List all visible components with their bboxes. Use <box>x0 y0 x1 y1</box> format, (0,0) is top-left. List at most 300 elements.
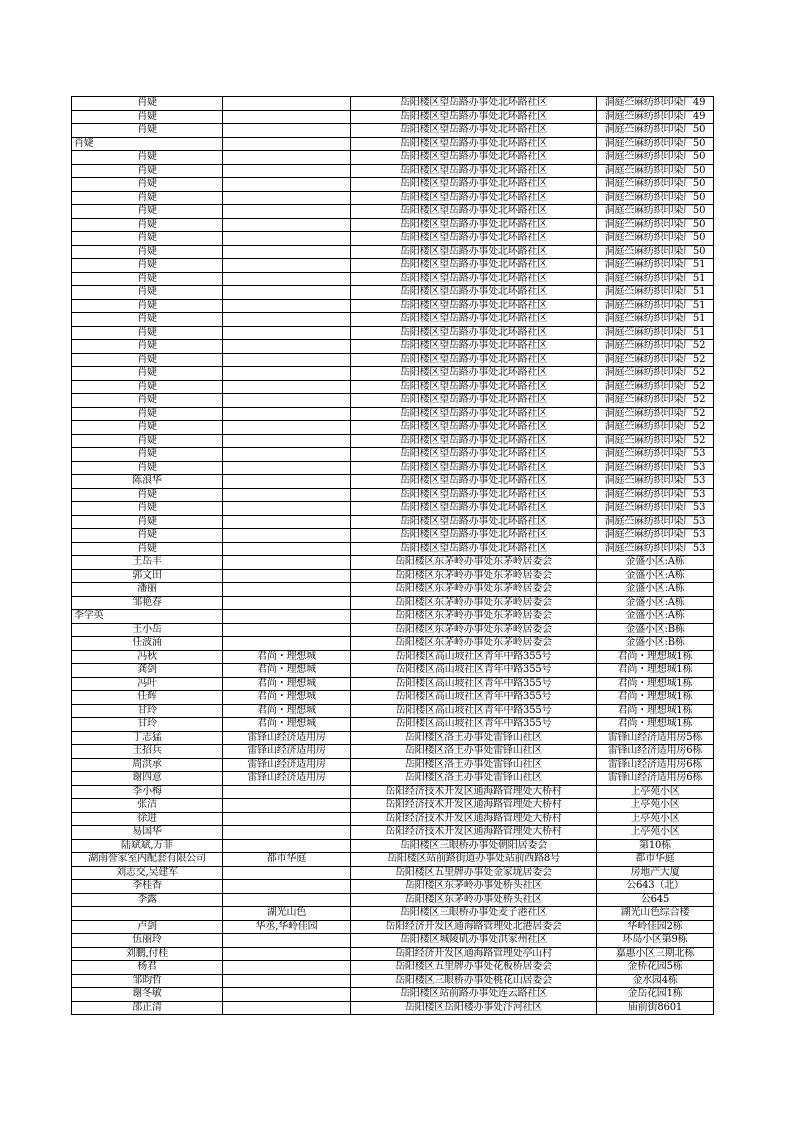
cell-building: 上亭苑小区 <box>597 785 714 799</box>
table-row <box>72 731 714 745</box>
cell-building: 金盛小区:A栋 <box>597 569 714 583</box>
table-row <box>72 610 714 624</box>
cell-person: 肖婕 <box>72 299 223 313</box>
cell-person: 任辉 <box>72 691 223 705</box>
cell-project: 都市华庭 <box>223 853 351 867</box>
table-row <box>72 1001 714 1015</box>
cell-community: 岳阳经济技术开发区通海路管理处大桥村 <box>351 812 597 826</box>
cell-community: 岳阳楼区望岳路办事处北环路社区 <box>351 286 597 300</box>
cell-community: 岳阳楼区三眼桥办事处桃花山居委会 <box>351 974 597 988</box>
table-row <box>72 826 714 840</box>
cell-person: 谢冬敏 <box>72 988 223 1002</box>
table-row <box>72 799 714 813</box>
cell-person: 任波涌 <box>72 637 223 651</box>
cell-person: 肖婕 <box>72 461 223 475</box>
cell-project: 君尚・理想城 <box>223 664 351 678</box>
table-row <box>72 421 714 435</box>
table-row <box>72 299 714 313</box>
cell-project <box>223 637 351 651</box>
cell-building: 洞庭苎麻纺织印染厂52 <box>597 340 714 354</box>
cell-person: 邹艳春 <box>72 596 223 610</box>
cell-community: 岳阳楼区望岳路办事处北环路社区 <box>351 394 597 408</box>
cell-building: 环岛小区第9栋 <box>597 934 714 948</box>
table-row <box>72 272 714 286</box>
table-row <box>72 556 714 570</box>
cell-project <box>223 151 351 165</box>
table-row <box>72 218 714 232</box>
table-row <box>72 758 714 772</box>
cell-building: 洞庭苎麻纺织印染厂53 <box>597 515 714 529</box>
table-row <box>72 637 714 651</box>
table-row <box>72 569 714 583</box>
cell-community: 岳阳楼区高山坡社区青年中路355号 <box>351 664 597 678</box>
cell-person: 肖婕 <box>72 97 223 111</box>
cell-person: 肖婕 <box>72 137 223 151</box>
cell-project <box>223 623 351 637</box>
table-row <box>72 893 714 907</box>
cell-community: 岳阳楼区望岳路办事处北环路社区 <box>351 205 597 219</box>
cell-building: 君尚・理想城1栋 <box>597 664 714 678</box>
cell-person: 伍丽玲 <box>72 934 223 948</box>
cell-project <box>223 785 351 799</box>
table-row <box>72 232 714 246</box>
cell-community: 岳阳楼区望岳路办事处北环路社区 <box>351 151 597 165</box>
cell-community: 岳阳楼区望岳路办事处北环路社区 <box>351 110 597 124</box>
cell-person: 肖婕 <box>72 272 223 286</box>
cell-person: 肖婕 <box>72 259 223 273</box>
cell-building: 洞庭苎麻纺织印染厂50 <box>597 178 714 192</box>
cell-community: 岳阳楼区望岳路办事处北环路社区 <box>351 529 597 543</box>
cell-community: 岳阳楼区高山坡社区青年中路355号 <box>351 704 597 718</box>
cell-person: 肖婕 <box>72 394 223 408</box>
table-row <box>72 151 714 165</box>
table-row <box>72 137 714 151</box>
table-row <box>72 475 714 489</box>
cell-project <box>223 97 351 111</box>
cell-person: 肖婕 <box>72 218 223 232</box>
cell-building: 君尚・理想城1栋 <box>597 704 714 718</box>
cell-community: 岳阳楼区洛王办事处雷锋山社区 <box>351 745 597 759</box>
cell-project <box>223 367 351 381</box>
cell-project <box>223 502 351 516</box>
cell-building: 洞庭苎麻纺织印染厂53 <box>597 461 714 475</box>
cell-project <box>223 191 351 205</box>
table-row <box>72 110 714 124</box>
cell-person: 肖婕 <box>72 232 223 246</box>
table-row <box>72 340 714 354</box>
cell-person: 肖婕 <box>72 326 223 340</box>
cell-community: 岳阳楼区望岳路办事处北环路社区 <box>351 164 597 178</box>
cell-person: 湖南誉家室内配套有限公司 <box>72 853 223 867</box>
table-row <box>72 961 714 975</box>
cell-person: 肖婕 <box>72 164 223 178</box>
cell-building: 洞庭苎麻纺织印染厂52 <box>597 353 714 367</box>
cell-person: 肖婕 <box>72 421 223 435</box>
cell-project <box>223 205 351 219</box>
cell-building: 雷锋山经济适用房5栋 <box>597 731 714 745</box>
cell-project <box>223 218 351 232</box>
cell-community: 岳阳楼区东茅岭办事处桥头社区 <box>351 893 597 907</box>
table-row <box>72 839 714 853</box>
table-row <box>72 434 714 448</box>
cell-person: 肖婕 <box>72 245 223 259</box>
table-row <box>72 178 714 192</box>
cell-person: 甘玲 <box>72 704 223 718</box>
table-row <box>72 529 714 543</box>
cell-community: 岳阳楼区望岳路办事处北环路社区 <box>351 542 597 556</box>
cell-community: 岳阳楼区高山坡社区青年中路355号 <box>351 650 597 664</box>
table-row <box>72 880 714 894</box>
cell-community: 岳阳楼区五里牌办事处金家垅居委会 <box>351 866 597 880</box>
table-row <box>72 866 714 880</box>
cell-person: 潘丽 <box>72 583 223 597</box>
cell-building: 金水园4栋 <box>597 974 714 988</box>
cell-community: 岳阳楼区洛王办事处雷锋山社区 <box>351 731 597 745</box>
cell-project <box>223 272 351 286</box>
cell-person: 李学英 <box>72 610 223 624</box>
table-row <box>72 97 714 111</box>
cell-building: 金盛小区:A栋 <box>597 596 714 610</box>
cell-person: 冯秋 <box>72 650 223 664</box>
cell-person: 肖婕 <box>72 488 223 502</box>
cell-building: 洞庭苎麻纺织印染厂53 <box>597 488 714 502</box>
cell-person: 肖婕 <box>72 380 223 394</box>
cell-project <box>223 407 351 421</box>
cell-person: 肖婕 <box>72 434 223 448</box>
cell-building: 洞庭苎麻纺织印染厂51 <box>597 299 714 313</box>
cell-building: 嘉惠小区三期北栋 <box>597 947 714 961</box>
cell-person: 周洪承 <box>72 758 223 772</box>
cell-project <box>223 610 351 624</box>
cell-community: 岳阳楼区望岳路办事处北环路社区 <box>351 313 597 327</box>
table-row <box>72 974 714 988</box>
cell-person: 李小梅 <box>72 785 223 799</box>
cell-community: 岳阳楼区东茅岭办事处东茅岭居委会 <box>351 596 597 610</box>
cell-project <box>223 556 351 570</box>
cell-person: 邹昀哲 <box>72 974 223 988</box>
table-row <box>72 988 714 1002</box>
cell-person: 杨君 <box>72 961 223 975</box>
cell-project <box>223 313 351 327</box>
table-row <box>72 191 714 205</box>
table-row <box>72 502 714 516</box>
cell-building: 洞庭苎麻纺织印染厂50 <box>597 164 714 178</box>
cell-person: 刘鹏,付桂 <box>72 947 223 961</box>
cell-community: 岳阳楼区岳阳楼办事处汴河社区 <box>351 1001 597 1015</box>
cell-person: 肖婕 <box>72 205 223 219</box>
cell-building: 金盛小区:A栋 <box>597 556 714 570</box>
table-row <box>72 812 714 826</box>
cell-building: 湖光山色综合楼 <box>597 907 714 921</box>
cell-community: 岳阳楼区望岳路办事处北环路社区 <box>351 299 597 313</box>
cell-person: 肖婕 <box>72 542 223 556</box>
cell-person: 邵正清 <box>72 1001 223 1015</box>
cell-building: 第10栋 <box>597 839 714 853</box>
table-row <box>72 313 714 327</box>
cell-project <box>223 812 351 826</box>
cell-community: 岳阳楼区望岳路办事处北环路社区 <box>351 137 597 151</box>
cell-building: 君尚・理想城1栋 <box>597 650 714 664</box>
cell-person: 肖婕 <box>72 340 223 354</box>
cell-community: 岳阳楼区站前路街道办事处站前西路8号 <box>351 853 597 867</box>
cell-building: 洞庭苎麻纺织印染厂52 <box>597 434 714 448</box>
cell-project <box>223 866 351 880</box>
table-row <box>72 596 714 610</box>
cell-person: 肖婕 <box>72 515 223 529</box>
cell-community: 岳阳楼区望岳路办事处北环路社区 <box>351 421 597 435</box>
cell-community: 岳阳经济技术开发区通海路管理处大桥村 <box>351 785 597 799</box>
cell-community: 岳阳楼区东茅岭办事处东茅岭居委会 <box>351 556 597 570</box>
cell-person: 王小岳 <box>72 623 223 637</box>
cell-community: 岳阳楼区五里牌办事处花板桥居委会 <box>351 961 597 975</box>
cell-community: 岳阳楼区东茅岭办事处东茅岭居委会 <box>351 569 597 583</box>
cell-community: 岳阳楼区望岳路办事处北环路社区 <box>351 461 597 475</box>
table-row <box>72 515 714 529</box>
cell-community: 岳阳楼区站前路办事处连云路社区 <box>351 988 597 1002</box>
cell-community: 岳阳楼区高山坡社区青年中路355号 <box>351 718 597 732</box>
cell-building: 洞庭苎麻纺织印染厂50 <box>597 137 714 151</box>
table-row <box>72 677 714 691</box>
cell-project <box>223 461 351 475</box>
table-row <box>72 691 714 705</box>
cell-community: 岳阳经济开发区通海路管理处亭山村 <box>351 947 597 961</box>
cell-person: 陆斌斌,万菲 <box>72 839 223 853</box>
cell-building: 公645 <box>597 893 714 907</box>
cell-project <box>223 529 351 543</box>
cell-community: 岳阳楼区望岳路办事处北环路社区 <box>351 488 597 502</box>
cell-project <box>223 245 351 259</box>
cell-project <box>223 259 351 273</box>
cell-project: 君尚・理想城 <box>223 650 351 664</box>
cell-community: 岳阳楼区高山坡社区青年中路355号 <box>351 691 597 705</box>
cell-person: 冯叶 <box>72 677 223 691</box>
cell-community: 岳阳楼区城陵矶办事处洪家州社区 <box>351 934 597 948</box>
table-row <box>72 772 714 786</box>
cell-building: 洞庭苎麻纺织印染厂50 <box>597 191 714 205</box>
cell-project <box>223 974 351 988</box>
cell-building: 洞庭苎麻纺织印染厂50 <box>597 124 714 138</box>
table-row <box>72 650 714 664</box>
cell-person: 王招兵 <box>72 745 223 759</box>
cell-person: 刘志交,吴建军 <box>72 866 223 880</box>
cell-project: 雷锋山经济适用房 <box>223 731 351 745</box>
cell-community: 岳阳经济技术开发区通海路管理处大桥村 <box>351 799 597 813</box>
table-row <box>72 920 714 934</box>
table-row <box>72 286 714 300</box>
cell-building: 雷锋山经济适用房6栋 <box>597 758 714 772</box>
table-body <box>72 97 714 1015</box>
cell-community: 岳阳楼区望岳路办事处北环路社区 <box>351 191 597 205</box>
cell-community: 岳阳楼区望岳路办事处北环路社区 <box>351 259 597 273</box>
cell-person: 丁志猛 <box>72 731 223 745</box>
cell-project <box>223 421 351 435</box>
cell-building: 洞庭苎麻纺织印染厂53 <box>597 502 714 516</box>
cell-person: 郭文田 <box>72 569 223 583</box>
cell-project <box>223 799 351 813</box>
cell-building: 洞庭苎麻纺织印染厂51 <box>597 326 714 340</box>
table-row <box>72 704 714 718</box>
cell-community: 岳阳楼区望岳路办事处北环路社区 <box>351 178 597 192</box>
cell-project <box>223 353 351 367</box>
cell-building: 洞庭苎麻纺织印染厂53 <box>597 529 714 543</box>
cell-community: 岳阳楼区望岳路办事处北环路社区 <box>351 245 597 259</box>
cell-building: 上亭苑小区 <box>597 826 714 840</box>
cell-project <box>223 326 351 340</box>
cell-project: 君尚・理想城 <box>223 718 351 732</box>
cell-project: 湖光山色 <box>223 907 351 921</box>
cell-person: 李露 <box>72 893 223 907</box>
table-row <box>72 934 714 948</box>
table-row <box>72 718 714 732</box>
table-row <box>72 394 714 408</box>
table-row <box>72 623 714 637</box>
cell-person: 徐进 <box>72 812 223 826</box>
cell-building: 洞庭苎麻纺织印染厂49 <box>597 110 714 124</box>
cell-person: 李桂香 <box>72 880 223 894</box>
cell-building: 洞庭苎麻纺织印染厂49 <box>597 97 714 111</box>
cell-community: 岳阳楼区望岳路办事处北环路社区 <box>351 272 597 286</box>
cell-project: 君尚・理想城 <box>223 704 351 718</box>
cell-project <box>223 110 351 124</box>
cell-building: 洞庭苎麻纺织印染厂51 <box>597 313 714 327</box>
cell-person: 肖婕 <box>72 448 223 462</box>
table-row <box>72 407 714 421</box>
cell-project <box>223 839 351 853</box>
cell-community: 岳阳楼区三眼桥办事处麦子港社区 <box>351 907 597 921</box>
cell-project <box>223 515 351 529</box>
cell-project: 华丞,华岭佳园 <box>223 920 351 934</box>
cell-project <box>223 1001 351 1015</box>
cell-community: 岳阳经济技术开发区通海路管理处大桥村 <box>351 826 597 840</box>
cell-project <box>223 826 351 840</box>
table-row <box>72 785 714 799</box>
cell-project <box>223 569 351 583</box>
table-row <box>72 488 714 502</box>
cell-building: 金岳花园1栋 <box>597 988 714 1002</box>
cell-person: 肖婕 <box>72 191 223 205</box>
cell-building: 上亭苑小区 <box>597 799 714 813</box>
cell-building: 洞庭苎麻纺织印染厂51 <box>597 259 714 273</box>
cell-person: 肖婕 <box>72 151 223 165</box>
cell-community: 岳阳楼区望岳路办事处北环路社区 <box>351 232 597 246</box>
cell-project <box>223 394 351 408</box>
cell-person: 肖婕 <box>72 407 223 421</box>
table-row <box>72 448 714 462</box>
cell-person: 肖婕 <box>72 110 223 124</box>
cell-building: 洞庭苎麻纺织印染厂50 <box>597 218 714 232</box>
cell-project <box>223 961 351 975</box>
cell-community: 岳阳楼区三眼桥办事处朝阳居委会 <box>351 839 597 853</box>
table-row <box>72 461 714 475</box>
cell-person: 肖婕 <box>72 178 223 192</box>
cell-building: 洞庭苎麻纺织印染厂50 <box>597 232 714 246</box>
cell-community: 岳阳楼区望岳路办事处北环路社区 <box>351 502 597 516</box>
cell-community: 岳阳楼区望岳路办事处北环路社区 <box>351 367 597 381</box>
cell-building: 洞庭苎麻纺织印染厂52 <box>597 407 714 421</box>
cell-project <box>223 934 351 948</box>
cell-project: 雷锋山经济适用房 <box>223 758 351 772</box>
cell-person: 肖婕 <box>72 286 223 300</box>
cell-building: 金盛小区:B栋 <box>597 623 714 637</box>
cell-project <box>223 542 351 556</box>
cell-project <box>223 380 351 394</box>
cell-project <box>223 299 351 313</box>
cell-building: 金盛小区:A栋 <box>597 583 714 597</box>
cell-community: 岳阳楼区洛王办事处雷锋山社区 <box>351 772 597 786</box>
cell-building: 洞庭苎麻纺织印染厂53 <box>597 475 714 489</box>
cell-building: 金桥花园5栋 <box>597 961 714 975</box>
cell-project <box>223 596 351 610</box>
cell-community: 岳阳楼区望岳路办事处北环路社区 <box>351 380 597 394</box>
cell-building: 洞庭苎麻纺织印染厂53 <box>597 542 714 556</box>
cell-building: 金盛小区:B栋 <box>597 637 714 651</box>
cell-community: 岳阳楼区望岳路办事处北环路社区 <box>351 515 597 529</box>
table-row <box>72 542 714 556</box>
cell-project <box>223 893 351 907</box>
cell-person: 肖婕 <box>72 313 223 327</box>
cell-project: 君尚・理想城 <box>223 691 351 705</box>
cell-person: 肖婕 <box>72 124 223 138</box>
cell-building: 君尚・理想城1栋 <box>597 691 714 705</box>
cell-project <box>223 880 351 894</box>
cell-community: 岳阳楼区望岳路办事处北环路社区 <box>351 475 597 489</box>
cell-building: 庙前街8601 <box>597 1001 714 1015</box>
table-row <box>72 124 714 138</box>
cell-person: 易国华 <box>72 826 223 840</box>
cell-community: 岳阳楼区望岳路办事处北环路社区 <box>351 326 597 340</box>
cell-project <box>223 178 351 192</box>
cell-building: 雷锋山经济适用房6栋 <box>597 745 714 759</box>
cell-building: 洞庭苎麻纺织印染厂52 <box>597 394 714 408</box>
cell-person: 谢四意 <box>72 772 223 786</box>
table-row <box>72 583 714 597</box>
cell-community: 岳阳楼区东茅岭办事处东茅岭居委会 <box>351 637 597 651</box>
cell-project <box>223 583 351 597</box>
cell-building: 金盛小区:A栋 <box>597 610 714 624</box>
cell-building: 君尚・理想城1栋 <box>597 718 714 732</box>
cell-community: 岳阳楼区高山坡社区青年中路355号 <box>351 677 597 691</box>
cell-community: 岳阳楼区东茅岭办事处桥头社区 <box>351 880 597 894</box>
cell-project <box>223 475 351 489</box>
table-row <box>72 353 714 367</box>
cell-person: 卢剑 <box>72 920 223 934</box>
cell-project <box>223 137 351 151</box>
cell-community: 岳阳楼区望岳路办事处北环路社区 <box>351 353 597 367</box>
cell-building: 都市华庭 <box>597 853 714 867</box>
cell-project <box>223 232 351 246</box>
cell-project: 雷锋山经济适用房 <box>223 745 351 759</box>
cell-building: 房地产大厦 <box>597 866 714 880</box>
table-row <box>72 745 714 759</box>
cell-building: 洞庭苎麻纺织印染厂50 <box>597 151 714 165</box>
cell-building: 雷锋山经济适用房6栋 <box>597 772 714 786</box>
cell-project <box>223 988 351 1002</box>
data-table <box>71 96 714 1015</box>
cell-community: 岳阳楼区东茅岭办事处东茅岭居委会 <box>351 623 597 637</box>
table-row <box>72 259 714 273</box>
cell-community: 岳阳楼区望岳路办事处北环路社区 <box>351 340 597 354</box>
cell-project: 君尚・理想城 <box>223 677 351 691</box>
cell-community: 岳阳楼区东茅岭办事处东茅岭居委会 <box>351 610 597 624</box>
table-row <box>72 664 714 678</box>
cell-project <box>223 286 351 300</box>
cell-person: 肖婕 <box>72 502 223 516</box>
cell-project <box>223 124 351 138</box>
table-row <box>72 326 714 340</box>
cell-building: 洞庭苎麻纺织印染厂52 <box>597 380 714 394</box>
cell-person: 甘玲 <box>72 718 223 732</box>
cell-person: 肖婕 <box>72 529 223 543</box>
